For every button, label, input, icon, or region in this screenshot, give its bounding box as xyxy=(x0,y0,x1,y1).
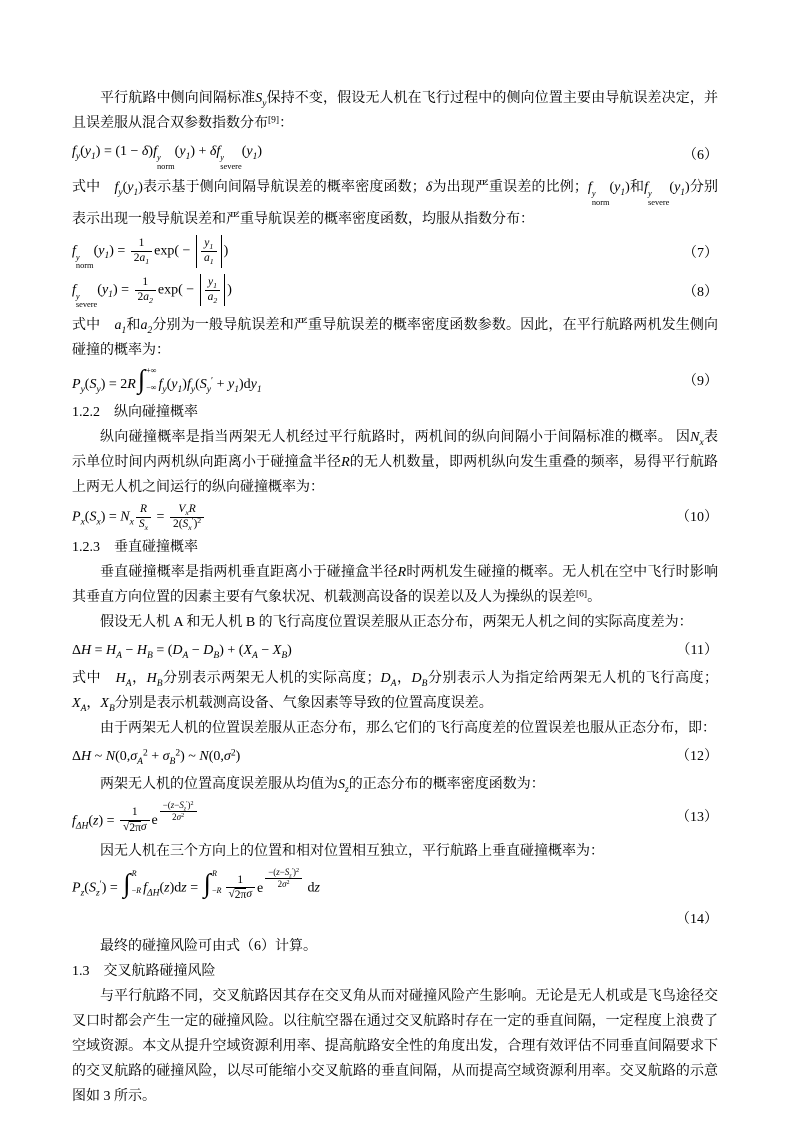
formula xyxy=(72,274,718,310)
paragraph-eq6-explain: 式中 $f_y(y_1)$表示基于侧向间隔导航误差的概率密度函数；δ为出现严重误差的比例；f y norm $(y_1)$和f y severe $(y_1)$分别表示出现一般导航误差和严重导航误差的概率密度函数，均服从指数分布： xyxy=(72,179,718,228)
formula-math: $P_y(S_y) = 2R$ ∫ +∞ −∞ $f_y(y_1)f_y(S_y' + y_1)dy_1$ xyxy=(72,364,262,396)
paragraph-vertical-intro: 垂直碰撞概率是指两机垂直距离小于碰撞盒半径R时两机发生碰撞的概率。无人机在空中飞行时影响其垂直方向位置的因素主要有气象状况、机载测高设备的误差以及人为操纵的误差[6]。 xyxy=(72,564,719,605)
section-1-3: 1.3 交叉航路碰撞风险 xyxy=(72,964,216,980)
paragraph-independence: 因无人机在三个方向上的位置和相对位置相互独立，平行航路上垂直碰撞概率为： xyxy=(100,844,604,860)
formula-math: f y norm $(y_1)$ = $\frac{1}{2a_1}$ exp( − $\frac{y_1}{a_1}$ ) xyxy=(72,237,229,271)
formula xyxy=(72,800,718,836)
equation-number: （12） xyxy=(676,748,718,764)
equation-number: （11） xyxy=(676,642,718,658)
equation-number: （7） xyxy=(683,245,718,261)
formula-math: $\Delta H = H_A - H_B = (D_A - D_B) + (X_A - X_B)$ xyxy=(72,642,292,661)
equation-number: （9） xyxy=(683,374,718,390)
equation-number: （8） xyxy=(683,284,718,300)
formula-math: ΔH ~ $N(0,\sigma_A^2 + \sigma_B^2)$ ~ $N(0,\sigma^2)$ xyxy=(72,748,241,767)
equation-number: （6） xyxy=(683,147,718,163)
formula-math: $f_{\Delta H}(z)$ = 1 √ 2π σ e $^{\frac{-(z-S_z')^2}{2\sigma^2}}$ xyxy=(72,800,676,836)
formula xyxy=(72,867,718,903)
paragraph-final-risk: 最终的碰撞风险可由式（6）计算。 xyxy=(100,939,317,955)
formula xyxy=(72,235,718,271)
paragraph-pdf-intro: 两架无人机的位置高度误差服从均值为$S_z$的正态分布的概率密度函数为： xyxy=(100,776,545,795)
integral-sign: ∫ xyxy=(123,867,131,898)
formula xyxy=(72,366,718,397)
section-1-2-2: 1.2.2 纵向碰撞概率 xyxy=(72,405,198,421)
paragraph-normal-dist: 由于两架无人机的位置误差服从正态分布，那么它们的飞行高度差的位置误差也服从正态分布，即： xyxy=(100,720,716,736)
paragraph-eq78-explain: 式中 $a_1$和$a_2$分别为一般导航误差和严重导航误差的概率密度函数参数。因此，在平行航路两机发生侧向碰撞的概率为： xyxy=(72,318,719,359)
formula xyxy=(72,638,718,663)
equation-number: （10） xyxy=(676,510,718,526)
formula-math: $f_y(y_1) = (1 - \delta)f$ y norm $(y_1) + \delta f$ y severe $(y_1)$ xyxy=(72,144,263,171)
section-1-2-3: 1.2.3 垂直碰撞概率 xyxy=(72,539,198,555)
formula xyxy=(72,139,718,172)
formula-math: $P_x(S_x) = N_x$ $\frac{R}{S_x}$ = $\frac{V_xR}{2(S_x')^2}$ xyxy=(72,503,676,532)
paragraph-longitudinal: 纵向碰撞概率是指当两架无人机经过平行航路时，两机间的纵向间隔小于间隔标准的概率。 因$N_x$表示单位时间内两机纵向距离小于碰撞盒半径R的无人机数量，即两机纵向发生重叠的频率，易得平行航路上两无人机之间运行的纵向碰撞概率为： xyxy=(72,430,719,496)
integral-sign: ∫ xyxy=(203,867,211,898)
formula-math: $P_z(S_z')$ = ∫ R −R $f_{\Delta H}(z)dz$ = ∫ R −R 1 √ 2π σ e $^{\frac{-(z-S_z')^2}{2\sigma^2}}$ dz xyxy=(72,867,320,902)
paragraph-lateral-separation: 平行航路中侧向间隔标准$S_y$保持不变，假设无人机在飞行过程中的侧向位置主要由导航误差决定，并且误差服从混合双参数指数分布[9]： xyxy=(72,91,718,131)
formula xyxy=(72,503,718,532)
formula-math: f y severe $(y_1)$ = $\frac{1}{2a_2}$ exp( − $\frac{y_1}{a_2}$ ) xyxy=(72,276,232,310)
paragraph-eq11-explain: 式中 $H_A$，$H_B$分别表示两架无人机的实际高度；$D_A$，$D_B$分别表示人为指定给两架无人机的飞行高度；$X_A$，$X_B$分别是表示机载测高设备、气象因素等导致的位置高度误差。 xyxy=(72,670,719,714)
equation-number-14: （14） xyxy=(676,912,718,928)
document-content xyxy=(72,86,718,1109)
formula xyxy=(72,744,718,769)
integral-sign: ∫ xyxy=(137,364,146,395)
equation-number: （13） xyxy=(676,810,718,826)
paragraph-crossing-routes: 与平行航路不同，交叉航路因其存在交叉角从而对碰撞风险产生影响。无论是无人机或是飞鸟途径交叉口时都会产生一定的碰撞风险。以往航空器在通过交叉航路时存在一定的垂直间隔，一定程度上浪费了空域资源。本文从提升空域资源利用率、提高航路安全性的角度出发，合理有效评估不同垂直间隔要求下的交叉航路的碰撞风险，以尽可能缩小交叉航路的垂直间隔，从而提高空域资源利用率。交叉航路的示意图如 3 所示。 xyxy=(72,989,718,1105)
paragraph-height-error: 假设无人机 A 和无人机 B 的飞行高度位置误差服从正态分布，两架无人机之间的实际高度差为： xyxy=(100,614,693,630)
